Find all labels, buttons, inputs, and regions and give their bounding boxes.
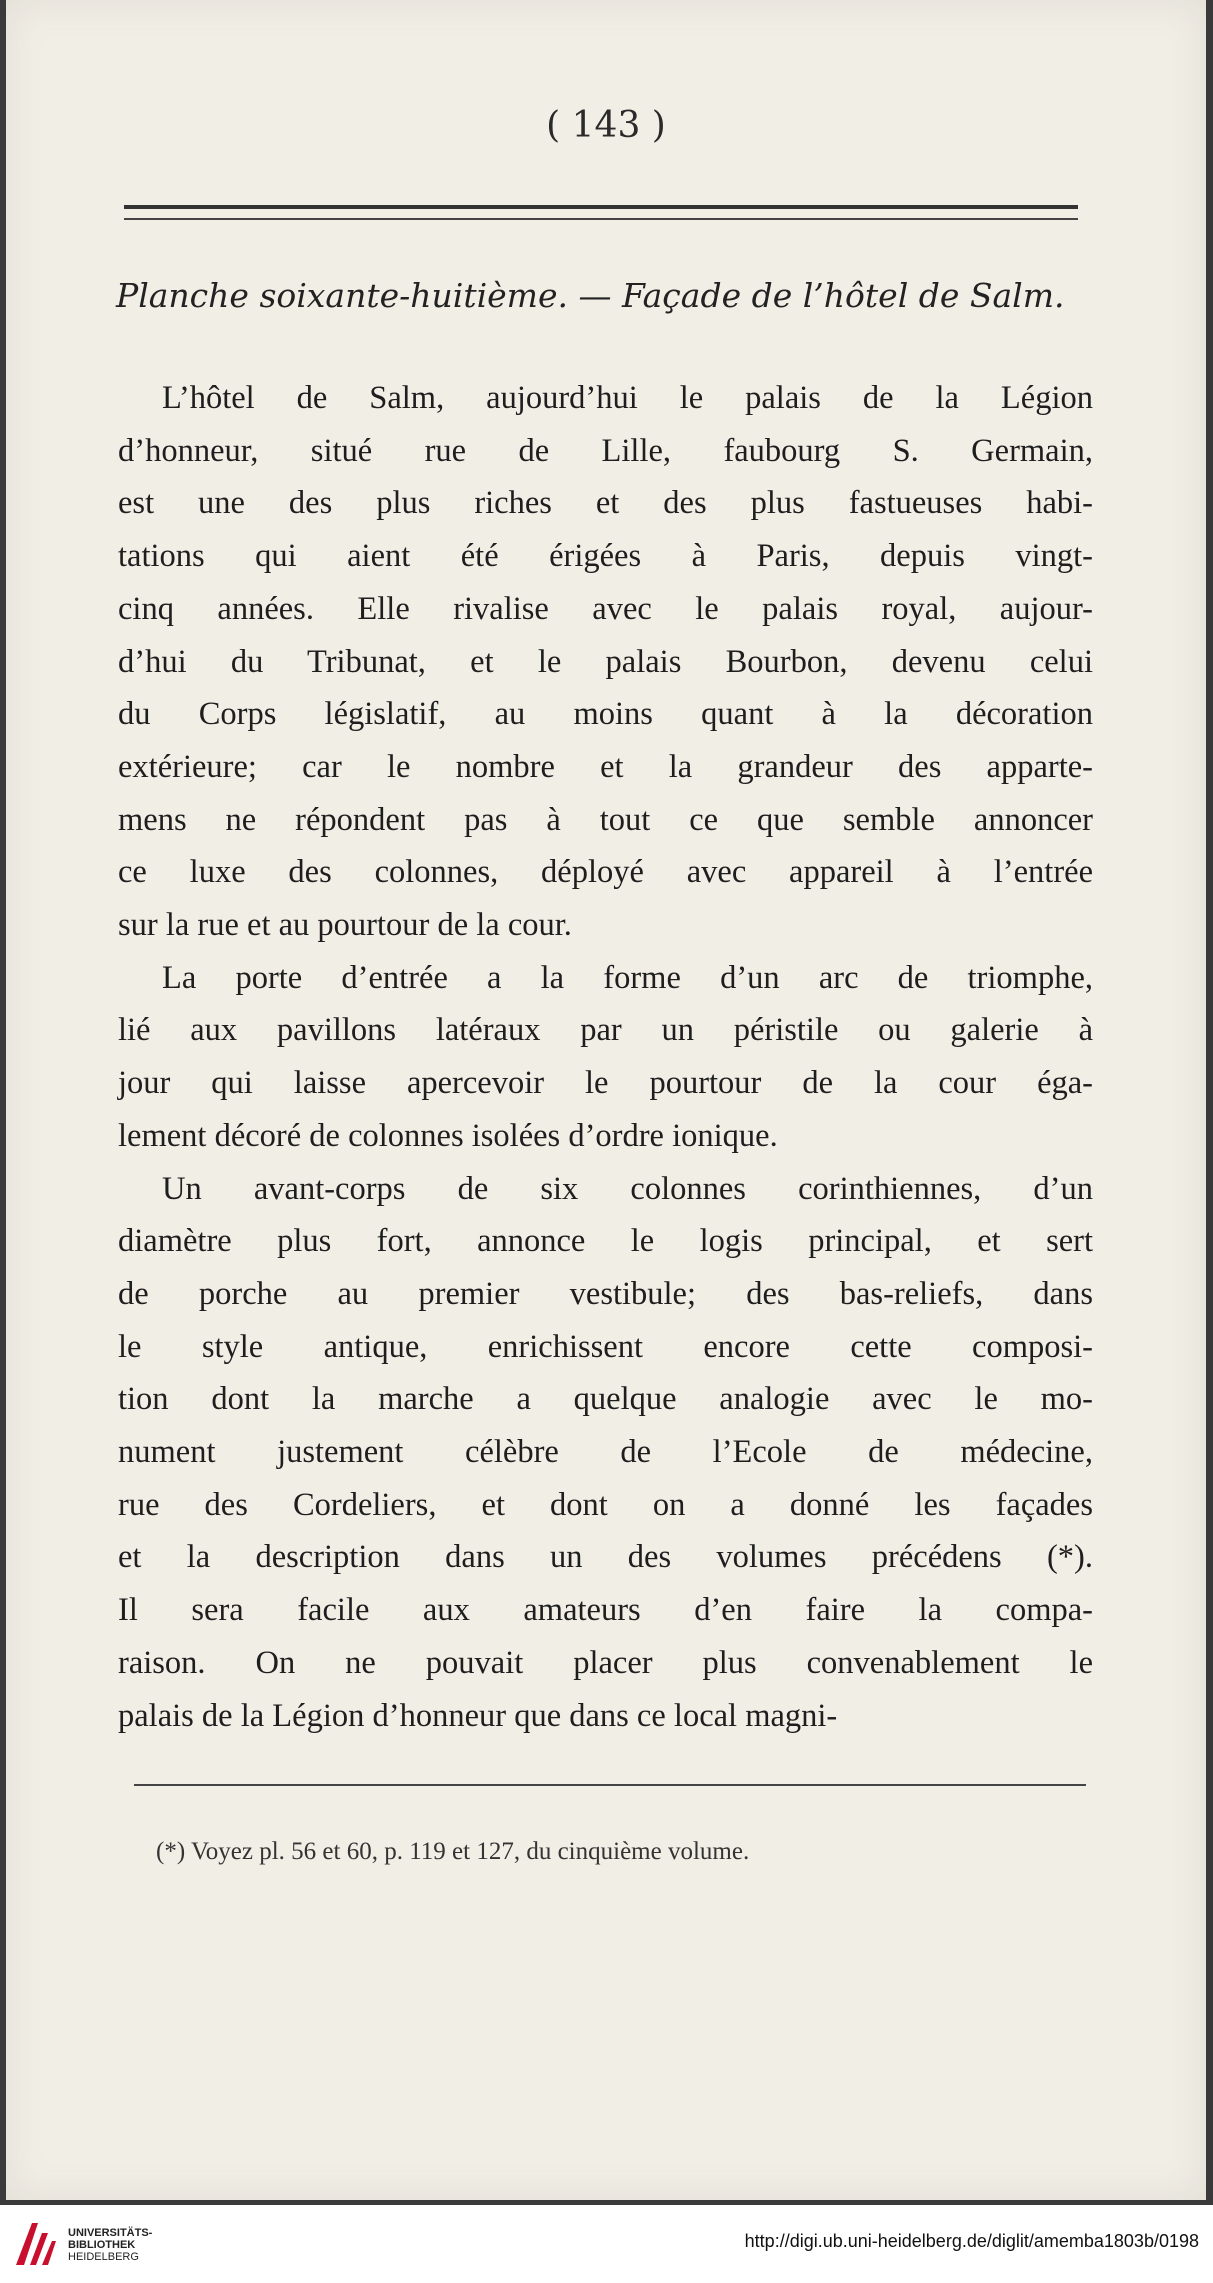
text-line: ce luxe des colonnes, déployé avec appareil à l’entrée — [118, 854, 1093, 891]
text-line: le style antique, enrichissent encore cette composi- — [118, 1328, 1093, 1365]
book-page — [6, 0, 1206, 2200]
text-line: L’hôtel de Salm, aujourd’hui le palais de la Légion — [162, 380, 1093, 416]
text-line: sur la rue et au pourtour de la cour. — [118, 907, 572, 944]
text-line: mens ne répondent pas à tout ce que semble annoncer — [118, 801, 1093, 838]
library-name-line1: UNIVERSITÄTS- — [68, 2227, 153, 2239]
text-line: tion dont la marche a quelque analogie avec le mo- — [118, 1381, 1093, 1418]
text-line: lié aux pavillons latéraux par un péristile ou galerie à — [118, 1012, 1093, 1049]
text-line: palais de la Légion d’honneur que dans ce local magni- — [118, 1697, 838, 1734]
permalink-url[interactable]: http://digi.ub.uni-heidelberg.de/diglit/amemba1803b/0198 — [744, 2231, 1199, 2251]
text-line: Un avant-corps de six colonnes corinthiennes, d’un — [162, 1170, 1093, 1207]
text-line: nument justement célèbre de l’Ecole de médecine, — [118, 1434, 1093, 1471]
text-line: rue des Cordeliers, et dont on a donné les façades — [118, 1486, 1093, 1523]
library-name-line3: HEIDELBERG — [68, 2251, 139, 2263]
text-line: Il sera facile aux amateurs d’en faire la compa- — [118, 1592, 1093, 1629]
text-line: jour qui laisse apercevoir le pourtour de la cour éga- — [118, 1065, 1093, 1102]
text-line: diamètre plus fort, annonce le logis principal, et sert — [118, 1223, 1093, 1260]
library-name — [68, 2227, 152, 2263]
header-rule-thick — [124, 205, 1078, 209]
text-line: La porte d’entrée a la forme d’un arc de triomphe, — [162, 959, 1093, 996]
text-line: d’hui du Tribunat, et le palais Bourbon, devenu celui — [118, 643, 1093, 680]
text-line: raison. On ne pouvait placer plus convenablement le — [118, 1644, 1093, 1681]
footer-bar — [0, 2205, 1213, 2283]
text-line: cinq années. Elle rivalise avec le palais royal, aujour- — [118, 590, 1093, 627]
text-line: extérieure; car le nombre et la grandeur des apparte- — [118, 748, 1093, 785]
text-line: est une des plus riches et des plus fastueuses habi- — [118, 485, 1093, 522]
text-line: d’honneur, situé rue de Lille, faubourg S. Germain, — [118, 432, 1093, 469]
text-line: lement décoré de colonnes isolées d’ordre ionique. — [118, 1117, 778, 1154]
text-line: du Corps législatif, au moins quant à la décoration — [118, 696, 1093, 733]
header-rule-thin — [124, 218, 1078, 220]
text-line: et la description dans un des volumes précédens (*). — [118, 1539, 1093, 1576]
footnote: (*) Voyez pl. 56 et 60, p. 119 et 127, du cinquième volume. — [156, 1838, 750, 1865]
text-line: de porche au premier vestibule; des bas-reliefs, dans — [118, 1275, 1093, 1312]
university-library-logo-icon — [12, 2219, 58, 2269]
footnote-rule — [134, 1784, 1086, 1786]
library-name-line2: BIBLIOTHEK — [68, 2239, 136, 2251]
page-number: ( 143 ) — [546, 105, 666, 146]
text-line: tations qui aient été érigées à Paris, depuis vingt- — [118, 538, 1093, 575]
plate-title: Planche soixante-huitième. — Façade de l’hôtel de Salm. — [116, 276, 1065, 315]
body-text — [118, 372, 1093, 1742]
